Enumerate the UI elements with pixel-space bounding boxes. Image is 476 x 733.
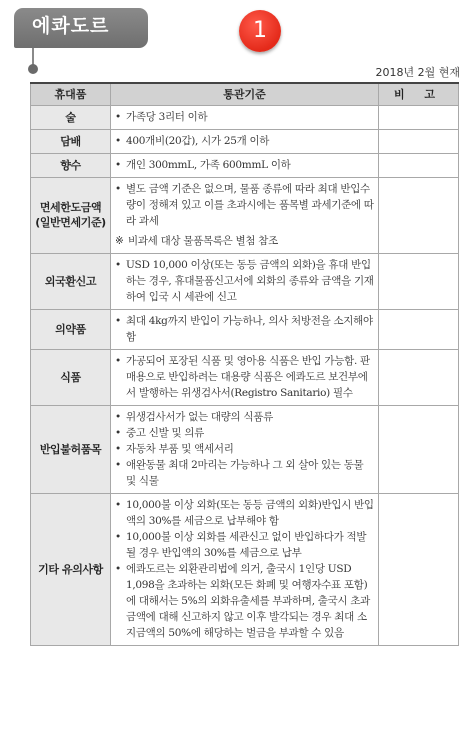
item-text: 중고 신발 및 의류 [126,426,205,439]
row-standard [111,253,379,309]
list-item [115,181,374,229]
row-remarks [379,493,459,645]
table-row [31,129,459,153]
note-text: 비과세 대상 물품목록은 별첨 참조 [128,234,278,247]
row-category: 술 [31,105,111,129]
header-remarks: 비 고 [379,83,459,105]
table-row [31,493,459,645]
item-text: 10,000불 이상 외화(또는 동등 금액의 외화)반입시 반입액의 30%를 세금으로 납부해야 함 [126,498,374,527]
list-item [115,561,374,641]
row-category: 면세한도금액(일반면세기준) [31,177,111,253]
item-text: 가공되어 포장된 식품 및 영아용 식품은 반입 가능함. 판매용으로 반입하려는 대용량 식품은 에콰도르 보건부에서 발행하는 위생검사서(Registro Sanitario) 필수 [126,354,370,399]
row-category: 식품 [31,349,111,405]
list-item [115,353,374,401]
row-category: 향수 [31,153,111,177]
item-text: 10,000불 이상 외화를 세관신고 없이 반입하다가 적발될 경우 반입액의 30%를 세금으로 납부 [126,530,367,559]
header-item: 휴대품 [31,83,111,105]
list-item [115,457,374,489]
note [115,233,374,249]
bullet-mark: • [115,134,121,147]
list-item [115,157,374,173]
bullet-mark: • [115,530,121,543]
list-item [115,257,374,305]
list-item [115,497,374,529]
table-row [31,153,459,177]
bullet-mark: • [115,410,121,423]
row-standard [111,153,379,177]
tab-dot [28,64,38,74]
list-item [115,425,374,441]
bullet-mark: • [115,562,121,575]
bullet-mark: • [115,442,121,455]
item-text: 최대 4kg까지 반입이 가능하나, 의사 처방전을 소지해야함 [126,314,373,343]
bullet-mark: • [115,426,121,439]
row-category: 기타 유의사항 [31,493,111,645]
list-item [115,133,374,149]
row-category: 반입불허품목 [31,405,111,493]
bullet-mark: • [115,158,121,171]
table-header-row [31,83,459,105]
table-row [31,309,459,349]
row-standard [111,105,379,129]
row-remarks [379,253,459,309]
table-row [31,105,459,129]
row-standard [111,349,379,405]
row-remarks [379,309,459,349]
item-text: USD 10,000 이상(또는 동등 금액의 외화)을 휴대 반입하는 경우, 휴대물품신고서에 외화의 종류와 금액을 기재하여 입국 시 세관에 신고 [126,258,374,303]
row-standard [111,129,379,153]
header-standard: 통관기준 [111,83,379,105]
item-text: 400개비(20갑), 시가 25개 이하 [126,134,270,147]
row-remarks [379,153,459,177]
bullet-mark: • [115,458,121,471]
item-text: 가족당 3리터 이하 [126,110,208,123]
item-text: 자동차 부품 및 액세서리 [126,442,234,455]
bullet-mark: • [115,354,121,367]
row-category: 외국환신고 [31,253,111,309]
list-item [115,441,374,457]
row-remarks [379,105,459,129]
number-badge: 1 [239,10,281,52]
bullet-mark: • [115,314,121,327]
list-item [115,109,374,125]
item-text: 애완동물 최대 2마리는 가능하나 그 외 살아 있는 동물 및 식물 [126,458,364,487]
page-title: 에콰도르 [32,15,110,37]
bullet-mark: • [115,498,121,511]
row-category: 의약품 [31,309,111,349]
row-standard [111,309,379,349]
customs-table [30,82,459,646]
row-remarks [379,349,459,405]
date-label: 2018년 2월 현재 [375,66,460,79]
item-text: 개인 300mmL, 가족 600mmL 이하 [126,158,291,171]
item-text: 별도 금액 기준은 없으며, 물품 종류에 따라 최대 반입수량이 정해져 있고 이를 초과시에는 품목별 과세기준에 따라 과세 [126,182,374,227]
bullet-mark: • [115,258,121,271]
row-standard [111,493,379,645]
row-remarks [379,405,459,493]
item-text: 에콰도르는 외환관리법에 의거, 출국시 1인당 USD 1,098을 초과하는 외화(모든 화폐 및 여행자수표 포함)에 대해서는 5%의 외화유출세를 부과하며, 출국시 초과금액에 대해 신고하지 않고 이후 발각되는 경우 최대 소지금액의 50%에 해당하는 벌금을 부과할 수 있음 [126,562,371,639]
list-item [115,529,374,561]
row-remarks [379,177,459,253]
row-category: 담배 [31,129,111,153]
note-mark: ※ [115,234,124,247]
table-row [31,405,459,493]
list-item [115,409,374,425]
table-row [31,177,459,253]
row-standard [111,177,379,253]
item-text: 위생검사서가 없는 대량의 식품류 [126,410,273,423]
table-row [31,349,459,405]
bullet-mark: • [115,110,121,123]
table-row [31,253,459,309]
list-item [115,313,374,345]
bullet-mark: • [115,182,121,195]
row-remarks [379,129,459,153]
row-standard [111,405,379,493]
